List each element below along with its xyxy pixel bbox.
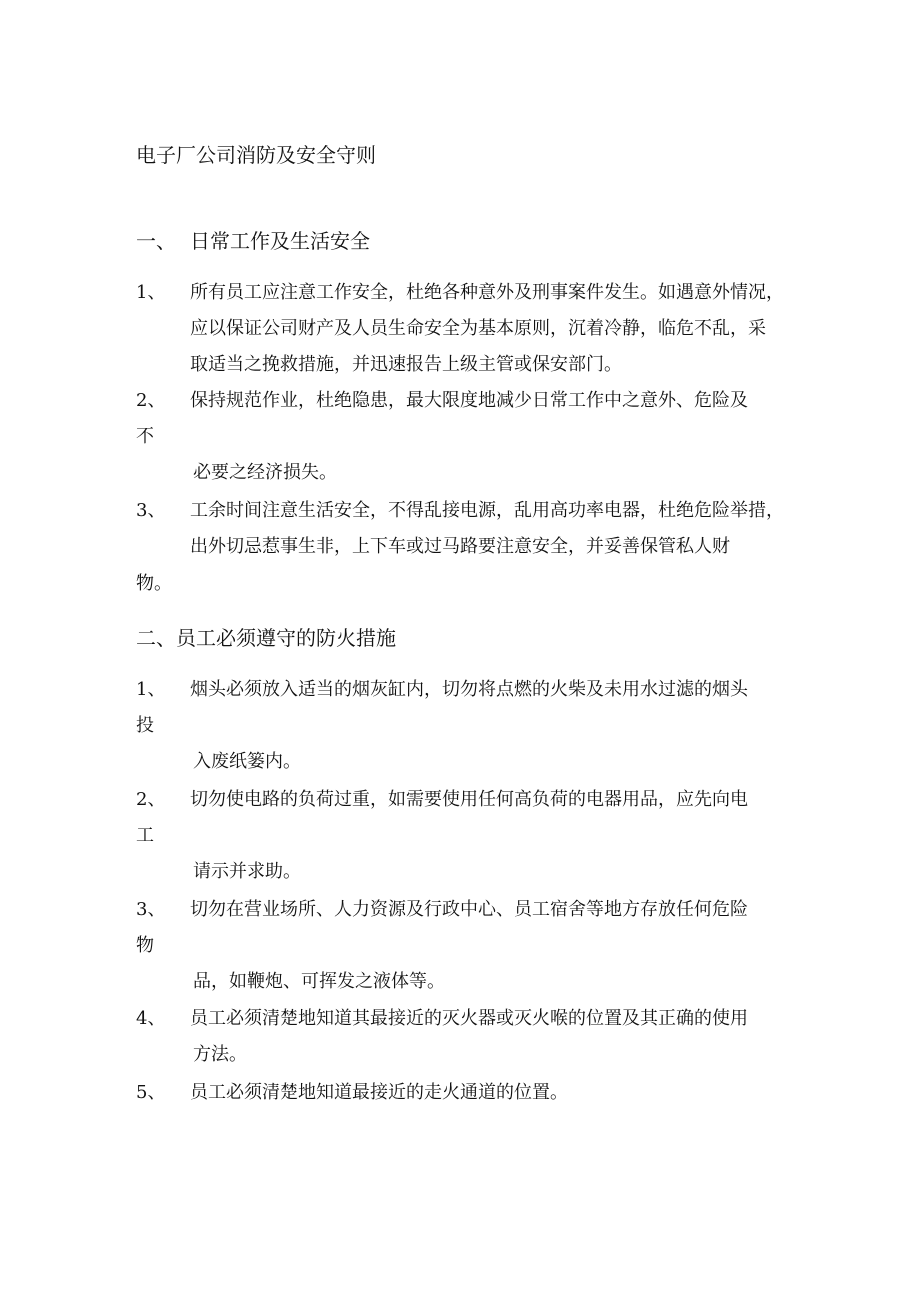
s2-item-5-number: 5、 [136, 1082, 166, 1103]
s1-item-1-line-1: 所有员工应注意工作安全，杜绝各种意外及刑事案件发生。如遇意外情况， [190, 282, 784, 303]
s2-item-4-line-1: 员工必须清楚地知道其最接近的灭火器或灭火喉的位置及其正确的使用 [190, 1008, 748, 1029]
s2-item-3-line-3: 品，如鞭炮、可挥发之液体等。 [193, 971, 445, 992]
s1-item-2-line-2: 不 [136, 426, 154, 447]
s2-item-1-line-1: 烟头必须放入适当的烟灰缸内，切勿将点燃的火柴及未用水过滤的烟头 [190, 679, 748, 700]
section-1-marker: 一、 [136, 229, 176, 253]
s1-item-3-number: 3、 [136, 500, 166, 521]
s2-item-2-line-1: 切勿使电路的负荷过重，如需要使用任何高负荷的电器用品，应先向电 [190, 789, 748, 810]
s2-item-3-line-1: 切勿在营业场所、人力资源及行政中心、员工宿舍等地方存放任何危险 [190, 899, 748, 920]
s1-item-2-line-3: 必要之经济损失。 [193, 462, 337, 483]
s2-item-2-line-3: 请示并求助。 [193, 861, 301, 882]
section-2-heading: 二、员工必须遵守的防火措施 [136, 626, 396, 650]
s1-item-1-line-3: 取适当之挽救措施，并迅速报告上级主管或保安部门。 [190, 354, 622, 375]
s2-item-2-line-2: 工 [136, 825, 154, 846]
s1-item-2-line-1: 保持规范作业，杜绝隐患，最大限度地减少日常工作中之意外、危险及 [190, 390, 748, 411]
s2-item-3-line-2: 物 [136, 935, 154, 956]
s2-item-1-number: 1、 [136, 679, 166, 700]
s2-item-2-number: 2、 [136, 789, 166, 810]
s1-item-3-line-3: 物。 [136, 573, 172, 594]
s1-item-2-number: 2、 [136, 390, 166, 411]
s1-item-1-number: 1、 [136, 282, 166, 303]
s2-item-5-line-1: 员工必须清楚地知道最接近的走火通道的位置。 [190, 1082, 568, 1103]
s2-item-1-line-2: 投 [136, 715, 154, 736]
section-1-heading: 日常工作及生活安全 [190, 229, 370, 253]
s2-item-4-number: 4、 [136, 1008, 166, 1029]
s2-item-4-line-2: 方法。 [193, 1044, 247, 1065]
s1-item-3-line-2: 出外切忌惹事生非，上下车或过马路要注意安全，并妥善保管私人财 [190, 536, 730, 557]
document-title: 电子厂公司消防及安全守则 [136, 143, 376, 167]
s2-item-3-number: 3、 [136, 899, 166, 920]
s1-item-3-line-1: 工余时间注意生活安全，不得乱接电源，乱用高功率电器，杜绝危险举措， [190, 500, 784, 521]
s2-item-1-line-3: 入废纸篓内。 [193, 751, 301, 772]
s1-item-1-line-2: 应以保证公司财产及人员生命安全为基本原则，沉着冷静，临危不乱，采 [190, 318, 766, 339]
